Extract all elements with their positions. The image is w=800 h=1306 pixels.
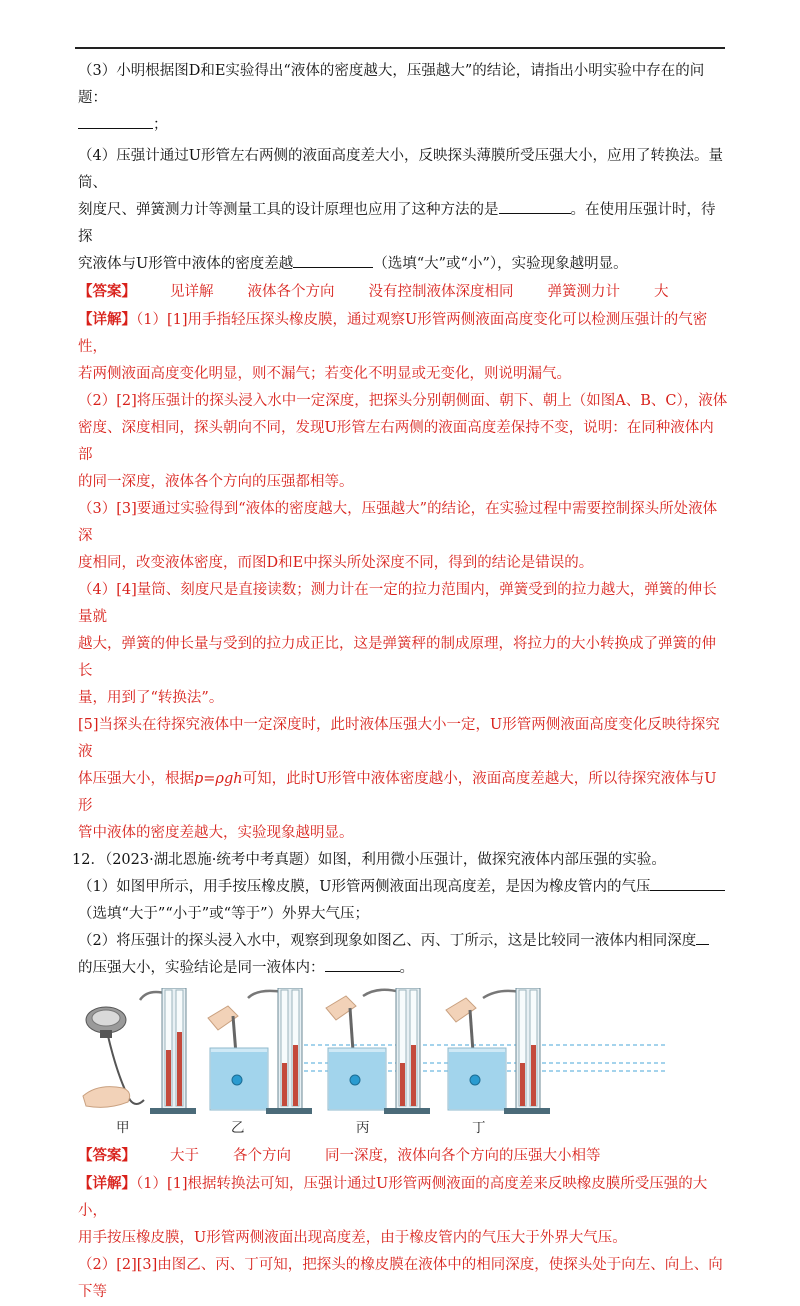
answer-item: 大 [654, 284, 669, 300]
detail1-p2 [78, 388, 728, 415]
question-text: （选填“大于”“小于”或“等于”）外界大气压； [78, 906, 369, 922]
detail1-p4b [78, 631, 728, 685]
detail-text: 用手按压橡皮膜，U形管两侧液面出现高度差，由于橡皮管内的气压大于外界大气压。 [78, 1230, 627, 1246]
answer-item: 各个方向 [233, 1148, 291, 1164]
q3-prev [78, 58, 728, 112]
caption-yi: 乙 [231, 1120, 245, 1136]
setup-bing [326, 988, 430, 1114]
detail1-p4 [78, 577, 728, 631]
q3-tail: ； [153, 117, 168, 133]
q4-text-3a: 究液体与U形管中液体的密度差越 [78, 256, 294, 272]
question-text: （1）如图甲所示，用手按压橡皮膜，U形管两侧液面出现高度差，是因为橡皮管内的气压 [78, 879, 651, 895]
detail1-p2b [78, 415, 728, 469]
detail-text: 越大，弹簧的伸长量与受到的拉力成正比，这是弹簧秤的制成原理，将拉力的大小转换成了弹簧的伸长 [78, 636, 716, 679]
q3-answer-line [78, 112, 728, 139]
answer-blank[interactable] [696, 930, 709, 945]
question-text: 。 [399, 960, 414, 976]
answer-row-1 [78, 278, 728, 306]
q4-line2 [78, 197, 728, 251]
q12-head [72, 847, 728, 874]
detail-text: （3）[3]要通过实验得到“液体的密度越大，压强越大”的结论，在实验过程中需要控制探头所处液体深 [78, 501, 718, 544]
detail-text: 可知，此时U形管中液体密度越小，液面高度差越大，所以待探究液体与U形 [78, 771, 717, 814]
q12-s2 [78, 928, 728, 955]
detail1-p5b [78, 766, 728, 820]
question-text: （2）将压强计的探头浸入水中，观察到现象如图乙、丙、丁所示，这是比较同一液体内相同深度 [78, 933, 697, 949]
detail-label: 【详解】 [78, 311, 136, 328]
detail-text: 度相同，改变液体密度，而图D和E中探头所处深度不同，得到的结论是错误的。 [78, 555, 594, 571]
answer-item: 没有控制液体深度相同 [368, 284, 514, 300]
detail1-p1b [78, 361, 728, 388]
detail1-p1 [78, 306, 728, 361]
caption-jia: 甲 [116, 1120, 130, 1136]
detail-text: （1）[1]根据转换法可知，压强计通过U形管两侧液面的高度差来反映橡皮膜所受压强的大小， [78, 1176, 708, 1219]
q12-s2b [78, 955, 728, 982]
q4-text-1: （4）压强计通过U形管左右两侧的液面高度差大小，反映探头薄膜所受压强大小，应用了转换法。量筒、 [78, 148, 723, 191]
q4-text-2a: 刻度尺、弹簧测力计等测量工具的设计原理也应用了这种方法的是 [78, 202, 499, 218]
q4-line3 [78, 251, 728, 278]
detail-text: 体压强大小，根据 [78, 771, 194, 787]
caption-bing: 丙 [356, 1120, 370, 1136]
question-text: 12．（2023·湖北恩施·统考中考真题）如图，利用微小压强计，做探究液体内部压强的实验。 [72, 852, 666, 868]
detail2-p1 [78, 1170, 728, 1225]
detail-text: [5]当探头在待探究液体中一定深度时，此时液体压强大小一定，U形管两侧液面高度变化反映待探究液 [78, 717, 720, 760]
detail-text: 管中液体的密度差越大，实验现象越明显。 [78, 825, 354, 841]
answer-label: 【答案】 [78, 1147, 136, 1164]
q4-line1 [78, 143, 728, 197]
detail2-p2 [78, 1252, 728, 1306]
document-body [72, 58, 728, 1306]
pressure-gauge-illustration [78, 988, 728, 1118]
answer-blank[interactable] [293, 253, 373, 268]
detail-text: 若两侧液面高度变化明显，则不漏气；若变化不明显或无变化，则说明漏气。 [78, 366, 571, 382]
detail-text: （2）[2]将压强计的探头浸入水中一定深度，把探头分别朝侧面、朝下、朝上（如图A、B、C），液体 [78, 393, 728, 409]
detail1-p5 [78, 712, 728, 766]
detail-label: 【详解】 [78, 1175, 136, 1192]
answer-row-2 [78, 1142, 728, 1170]
question-text: 的压强大小，实验结论是同一液体内： [78, 960, 325, 976]
answer-item: 弹簧测力计 [547, 284, 620, 300]
q3-text: （3）小明根据图D和E实验得出“液体的密度越大，压强越大”的结论，请指出小明实验中存在的问题： [78, 63, 705, 106]
detail-text: 密度、深度相同，探头朝向不同，发现U形管左右两侧的液面高度差保持不变，说明：在同种液体内部 [78, 420, 714, 463]
answer-blank[interactable] [78, 114, 153, 129]
header-rule [75, 47, 725, 49]
detail1-p2c [78, 469, 728, 496]
answer-item: 同一深度，液体向各个方向的压强大小相等 [325, 1148, 601, 1164]
detail2-p1b [78, 1225, 728, 1252]
formula: p=ρgh [194, 771, 243, 787]
q12-s1b [78, 901, 728, 928]
q4-text-3b: （选填“大”或“小”），实验现象越明显。 [373, 256, 628, 272]
answer-blank[interactable] [650, 876, 725, 891]
detail1-p4c [78, 685, 728, 712]
detail1-p3 [78, 496, 728, 550]
detail-text: （4）[4]量筒、刻度尺是直接读数；测力计在一定的拉力范围内，弹簧受到的拉力越大，弹簧的伸长量就 [78, 582, 717, 625]
setup-jia [83, 988, 196, 1114]
answer-blank[interactable] [499, 199, 571, 214]
detail1-p5c [78, 820, 728, 847]
caption-ding: 丁 [472, 1120, 486, 1136]
detail-text: 的同一深度，液体各个方向的压强都相等。 [78, 474, 354, 490]
setup-yi [208, 988, 312, 1114]
q4-text-2b: 。在使用压强计时，待探 [78, 202, 716, 245]
detail1-p3b [78, 550, 728, 577]
experiment-figure [78, 988, 728, 1138]
answer-blank[interactable] [325, 957, 400, 972]
detail-text: （1）[1]用手指轻压探头橡皮膜，通过观察U形管两侧液面高度变化可以检测压强计的气密性， [78, 312, 708, 355]
setup-ding [446, 988, 550, 1114]
detail-text: （2）[2][3]由图乙、丙、丁可知，把探头的橡皮膜在液体中的相同深度，使探头处于向左、向上、向下等 [78, 1257, 723, 1300]
q12-s1 [78, 874, 728, 901]
detail-text: 量，用到了“转换法”。 [78, 690, 224, 706]
answer-label: 【答案】 [78, 283, 136, 300]
answer-item: 见详解 [170, 284, 214, 300]
answer-item: 大于 [170, 1148, 199, 1164]
answer-item: 液体各个方向 [247, 284, 335, 300]
